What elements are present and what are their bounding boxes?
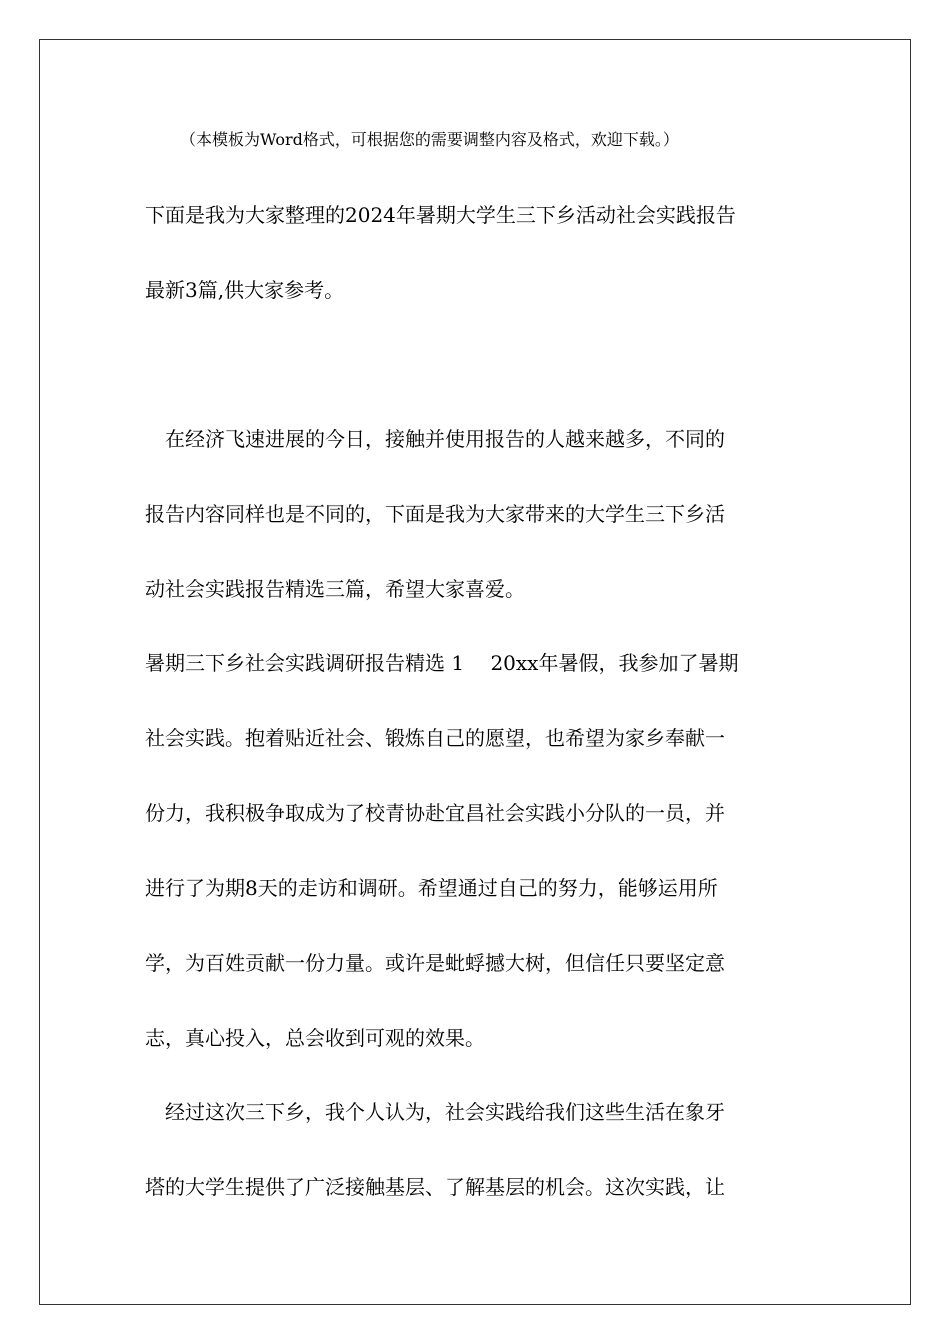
text-line: 最新3篇,供大家参考。 [145,278,345,302]
text-line: 份力，我积极争取成为了校青协赴宜昌社会实践小分队的一员，并 [145,801,725,825]
text-line: 进行了为期8天的走访和调研。希望通过自己的努力，能够运用所 [145,876,718,900]
template-note: （本模板为Word格式，可根据您的需要调整内容及格式，欢迎下载。） [180,130,679,149]
text-line: 塔的大学生提供了广泛接触基层、了解基层的机会。这次实践，让 [145,1175,725,1199]
text-line: 报告内容同样也是不同的，下面是我为大家带来的大学生三下乡活 [145,502,725,526]
text-line: 社会实践。抱着贴近社会、锻炼自己的愿望，也希望为家乡奉献一 [145,726,725,750]
text-line: 暑期三下乡社会实践调研报告精选 1 20xx年暑假，我参加了暑期 [145,651,739,675]
text-line: 学，为百姓贡献一份力量。或许是蚍蜉撼大树，但信任只要坚定意 [145,951,725,975]
text-line: 动社会实践报告精选三篇，希望大家喜爱。 [145,577,525,601]
text-line: 经过这次三下乡，我个人认为，社会实践给我们这些生活在象牙 [145,1100,725,1124]
text-line: 在经济飞速进展的今日，接触并使用报告的人越来越多，不同的 [145,427,725,451]
text-line: 下面是我为大家整理的2024年暑期大学生三下乡活动社会实践报告 [145,203,736,227]
text-line: 志，真心投入，总会收到可观的效果。 [145,1026,485,1050]
